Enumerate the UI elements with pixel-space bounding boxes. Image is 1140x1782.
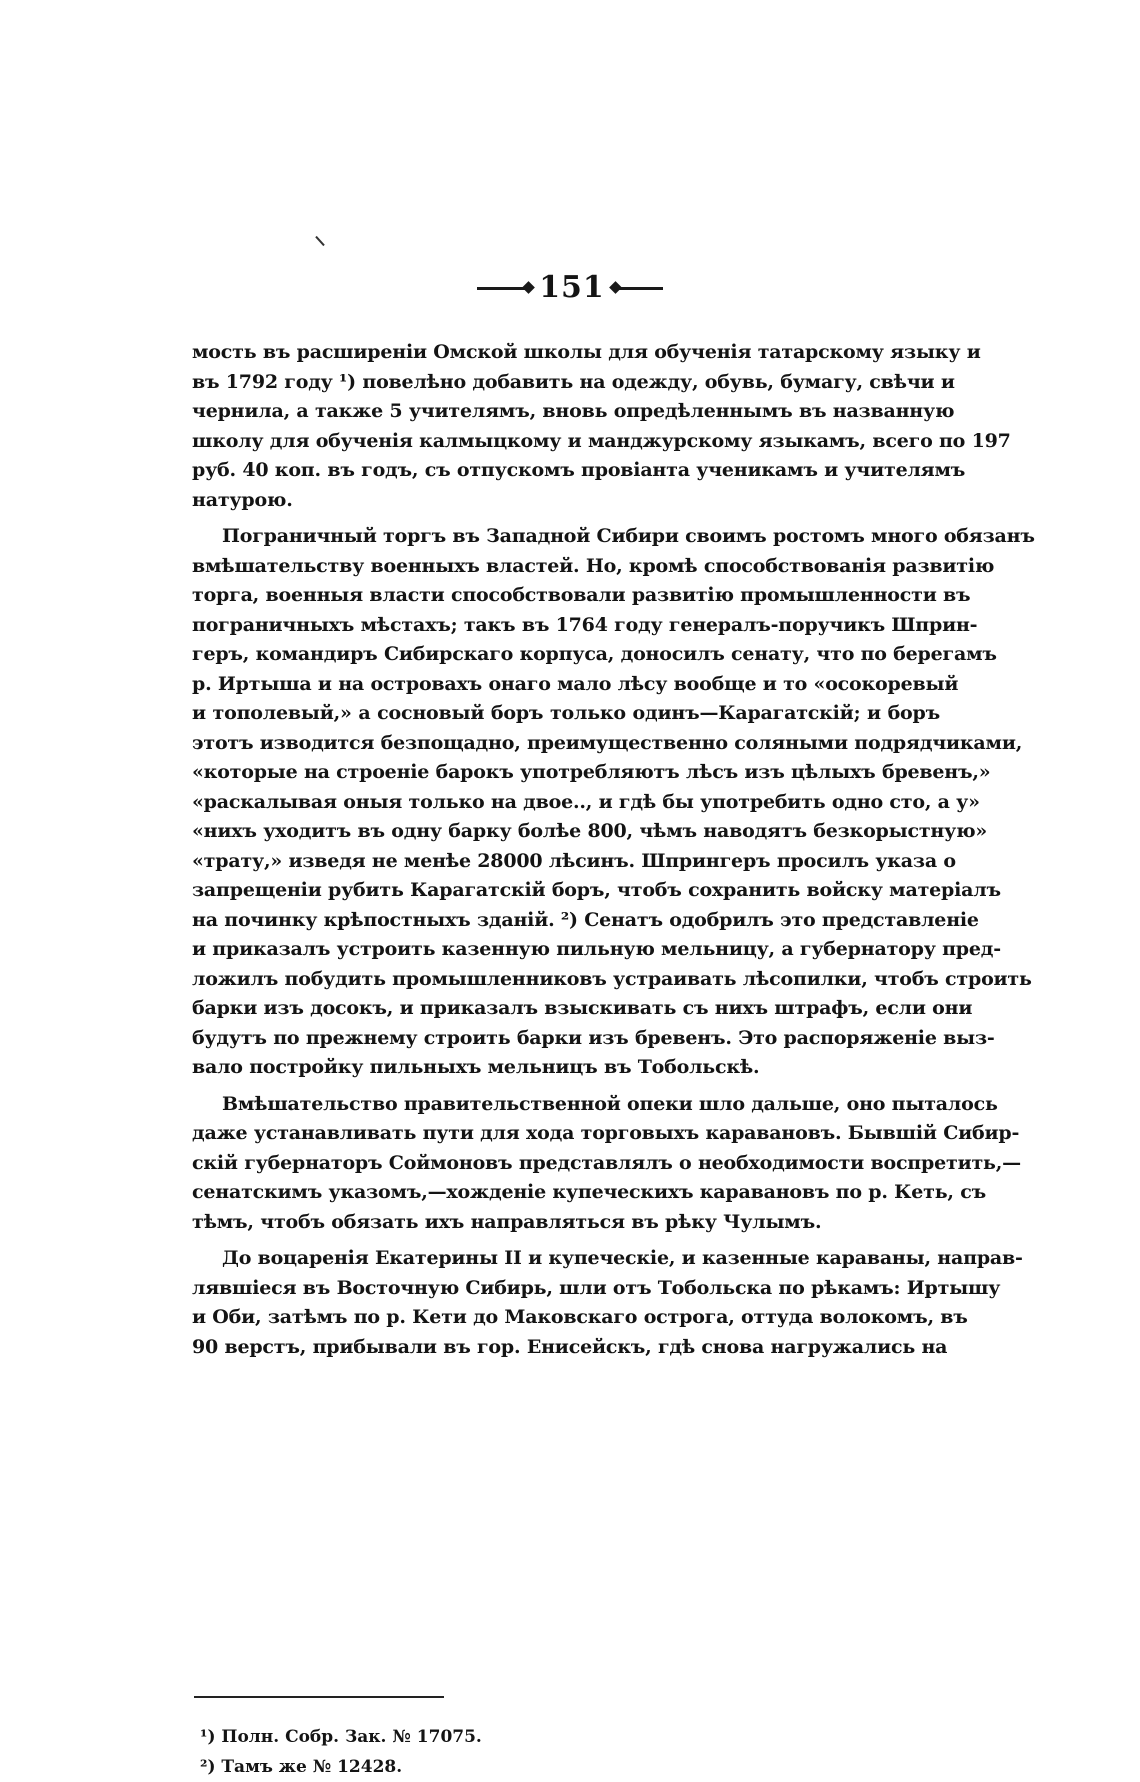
text-line: чернила, а также 5 учителямъ, вновь опредѣленнымъ въ названную bbox=[192, 400, 955, 422]
body-text bbox=[192, 338, 1035, 1362]
text-line: мость въ расширенiи Омской школы для обученiя татарскому языку и bbox=[192, 341, 981, 363]
text-line: даже устанавливать пути для хода торговыхъ каравановъ. Бывшiй Сибир- bbox=[192, 1122, 1020, 1144]
text-line: р. Иртыша и на островахъ онаго мало лѣсу вообще и то «осокоревый bbox=[192, 672, 959, 695]
text-line: 90 верстъ, прибывали въ гор. Енисейскъ, гдѣ снова нагружались на bbox=[192, 1335, 948, 1358]
text-line: Пограничный торгъ въ Западной Сибири своимъ ростомъ много обязанъ bbox=[222, 525, 1035, 547]
page-header bbox=[0, 268, 1140, 308]
text-line: пограничныхъ мѣстахъ; такъ въ 1764 году генералъ-поручикъ Шприн- bbox=[192, 613, 978, 636]
header-ornament-right bbox=[615, 287, 663, 290]
text-line: запрещенiи рубить Карагатскiй боръ, чтобъ сохранить войску матерiалъ bbox=[192, 879, 1001, 901]
header-ornament-left bbox=[477, 287, 529, 290]
stray-ink-mark bbox=[315, 236, 325, 246]
text-line: ложилъ побудить промышленниковъ устраивать лѣсопилки, чтобъ строить bbox=[192, 967, 1032, 990]
text-line: на починку крѣпостныхъ зданiй. ²) Сенатъ одобрилъ это представленiе bbox=[192, 908, 979, 931]
text-line: торга, военныя власти способствовали развитiю промышленности въ bbox=[192, 584, 971, 606]
footnote-divider bbox=[194, 1696, 444, 1698]
page-number: 151 bbox=[539, 270, 605, 305]
text-line: «нихъ уходитъ въ одну барку болѣе 800, чѣмъ наводятъ безкорыстную» bbox=[192, 820, 988, 842]
text-line: Вмѣшательство правительственной опеки шло дальше, оно пыталось bbox=[222, 1092, 998, 1115]
text-line: натурою. bbox=[192, 488, 293, 511]
text-line: въ 1792 году ¹) повелѣно добавить на одежду, обувь, бумагу, свѣчи и bbox=[192, 370, 955, 393]
text-line: и тополевый,» а сосновый боръ только одинъ—Карагатскiй; и боръ bbox=[192, 702, 940, 724]
text-line: и приказалъ устроить казенную пильную мельницу, а губернатору пред- bbox=[192, 938, 1001, 960]
text-line: школу для обученiя калмыцкому и манджурскому языкамъ, всего по 197 bbox=[192, 429, 1011, 452]
text-line: и Оби, затѣмъ по р. Кети до Маковскаго острога, оттуда волокомъ, въ bbox=[192, 1306, 968, 1328]
text-line: вало постройку пильныхъ мельницъ въ Тобольскѣ. bbox=[192, 1056, 760, 1078]
text-line: этотъ изводится безпощадно, преимущественно соляными подрядчиками, bbox=[192, 731, 1023, 754]
text-line: будутъ по прежнему строить барки изъ бревенъ. Это распоряженiе выз- bbox=[192, 1026, 995, 1049]
text-line: руб. 40 коп. въ годъ, съ отпускомъ провiанта ученикамъ и учителямъ bbox=[192, 459, 966, 481]
text-line: До воцаренiя Екатерины II и купеческiе, и казенные караваны, направ- bbox=[222, 1247, 1023, 1269]
text-line: «раскалывая оныя только на двое.., и гдѣ бы употребить одно сто, а у» bbox=[192, 790, 980, 813]
text-line: лявшiеся въ Восточную Сибирь, шли отъ Тобольска по рѣкамъ: Иртышу bbox=[192, 1276, 1001, 1299]
text-line: скiй губернаторъ Соймоновъ представлялъ о необходимости воспретить,— bbox=[192, 1151, 1021, 1174]
footnotes bbox=[200, 1722, 940, 1782]
text-line: «трату,» изведя не менѣе 28000 лѣсинъ. Шпрингеръ просилъ указа о bbox=[192, 849, 956, 872]
text-line: сенатскимъ указомъ,—хожденiе купеческихъ каравановъ по р. Кеть, съ bbox=[192, 1181, 986, 1203]
paragraph bbox=[192, 522, 1035, 1083]
footnote: ²) Тамъ же № 12428. bbox=[200, 1757, 403, 1777]
footnote: ¹) Полн. Собр. Зак. № 17075. bbox=[200, 1727, 482, 1747]
text-line: геръ, командиръ Сибирскаго корпуса, доносилъ сенату, что по берегамъ bbox=[192, 643, 997, 665]
text-line: тѣмъ, чтобъ обязать ихъ направляться въ рѣку Чулымъ. bbox=[192, 1210, 822, 1233]
paragraph bbox=[192, 1244, 1023, 1362]
text-line: барки изъ досокъ, и приказалъ взыскивать съ нихъ штрафъ, если они bbox=[192, 997, 973, 1019]
paragraph bbox=[192, 338, 1011, 515]
text-line: вмѣшательству военныхъ властей. Но, кромѣ способствованiя развитiю bbox=[192, 554, 995, 577]
text-line: «которые на строенiе барокъ употребляютъ лѣсъ изъ цѣлыхъ бревенъ,» bbox=[192, 761, 991, 783]
paragraph bbox=[192, 1090, 1021, 1238]
